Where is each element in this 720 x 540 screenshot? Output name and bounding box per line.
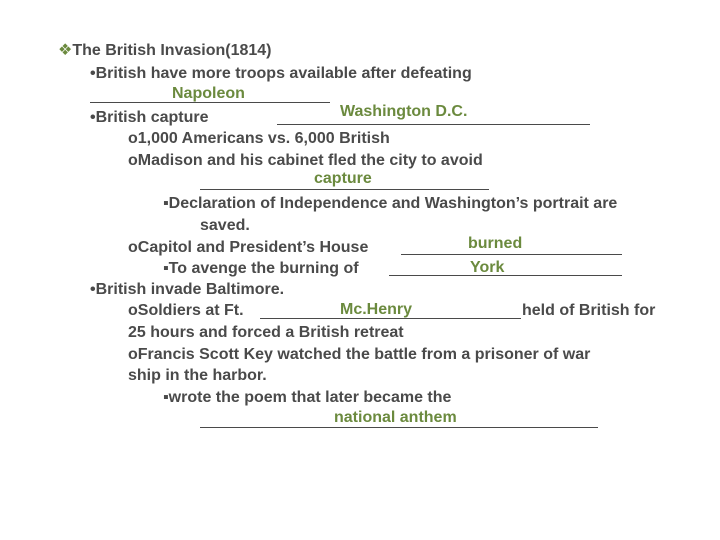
sub-retreat: 25 hours and forced a British retreat [128,324,404,341]
sub-capitol: oCapitol and President’s House [128,239,369,256]
bullet-troops: •British have more troops available after defeating [90,65,472,82]
answer-mchenry: Mc.Henry [340,301,413,318]
sub-soldiers-end: held of British for [522,302,656,319]
slide-title: The British Invasion(1814) [72,42,272,59]
subsub-avenge: ▪To avenge the burning of [163,260,359,277]
bullet-baltimore: •British invade Baltimore. [90,281,285,298]
answer-washington: Washington D.C. [340,103,468,120]
subsub-poem: ▪wrote the poem that later became the [163,389,452,406]
blank-york [389,275,622,276]
answer-napoleon: Napoleon [172,85,245,102]
sub-francis-scott-key: oFrancis Scott Key watched the battle from a prisoner of war [128,346,591,363]
diamond-bullet-icon: ❖ [58,42,73,59]
subsub-saved: saved. [200,217,250,234]
answer-york: York [470,259,505,276]
bullet-capture: •British capture [90,109,209,126]
title-line [58,41,272,60]
blank-burned [401,254,622,255]
subsub-declaration: ▪Declaration of Independence and Washington’s portrait are [163,195,618,212]
sub-harbor: ship in the harbor. [128,367,267,384]
blank-anthem [200,427,598,428]
sub-americans-british: o1,000 Americans vs. 6,000 British [128,130,390,147]
sub-soldiers: oSoldiers at Ft. [128,302,244,319]
answer-anthem: national anthem [334,409,457,426]
sub-madison: oMadison and his cabinet fled the city to avoid [128,152,483,169]
blank-washington [277,124,590,125]
answer-capture: capture [314,170,372,187]
blank-capture [200,189,489,190]
answer-burned: burned [468,235,523,252]
